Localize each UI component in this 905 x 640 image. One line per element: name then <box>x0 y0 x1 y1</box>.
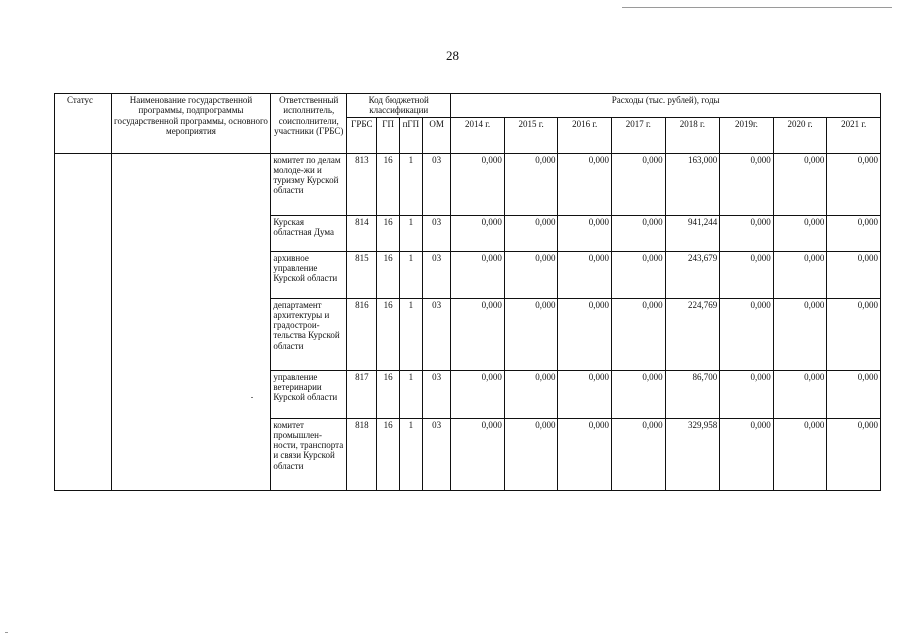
expense-value-cell: 0,000 <box>451 153 505 215</box>
expense-value-cell: 0,000 <box>504 418 558 490</box>
table-body <box>55 153 881 490</box>
expense-value-cell: 0,000 <box>558 251 612 298</box>
expense-value-cell: 0,000 <box>451 251 505 298</box>
pgp-cell: 1 <box>399 418 422 490</box>
executor-cell: комитет промышлен-ности, транспорта и связи Курской области <box>271 418 347 490</box>
program-name-cell <box>111 153 271 490</box>
expense-value-cell: 0,000 <box>773 298 827 370</box>
expense-value-cell: 0,000 <box>451 370 505 418</box>
expense-value-cell: 163,000 <box>665 153 720 215</box>
expense-value-cell: 0,000 <box>720 370 774 418</box>
expense-value-cell: 0,000 <box>451 298 505 370</box>
header-program-name: Наименование государственной программы, подпрограммы государственной программы, основного мероприятия <box>111 94 271 154</box>
expense-value-cell: 0,000 <box>504 370 558 418</box>
executor-cell: управление ветеринарии Курской области <box>271 370 347 418</box>
header-code-column: ОМ <box>422 117 450 153</box>
top-rule <box>622 7 892 8</box>
expense-value-cell: 329,958 <box>665 418 720 490</box>
expense-value-cell: 0,000 <box>773 418 827 490</box>
grbs-cell: 814 <box>347 215 377 251</box>
stray-dot <box>251 397 253 398</box>
header-year: 2021 г. <box>827 117 881 153</box>
expense-value-cell: 0,000 <box>504 215 558 251</box>
expense-value-cell: 0,000 <box>720 298 774 370</box>
table-row <box>55 153 881 215</box>
budget-table <box>54 93 881 491</box>
gp-cell: 16 <box>377 215 399 251</box>
gp-cell: 16 <box>377 153 399 215</box>
expense-value-cell: 0,000 <box>612 153 666 215</box>
grbs-cell: 815 <box>347 251 377 298</box>
expense-value-cell: 0,000 <box>451 418 505 490</box>
executor-cell: Курская областная Дума <box>271 215 347 251</box>
expense-value-cell: 0,000 <box>827 418 881 490</box>
executor-cell: комитет по делам молоде-жи и туризму Курской области <box>271 153 347 215</box>
table-head <box>55 94 881 154</box>
gp-cell: 16 <box>377 298 399 370</box>
expense-value-cell: 0,000 <box>827 298 881 370</box>
expense-value-cell: 0,000 <box>504 153 558 215</box>
expense-value-cell: 0,000 <box>773 215 827 251</box>
header-expenses: Расходы (тыс. рублей), годы <box>451 94 881 118</box>
pgp-cell: 1 <box>399 215 422 251</box>
om-cell: 03 <box>422 370 450 418</box>
expense-value-cell: 0,000 <box>827 251 881 298</box>
expense-value-cell: 0,000 <box>612 251 666 298</box>
grbs-cell: 813 <box>347 153 377 215</box>
status-cell <box>55 153 112 490</box>
page-number: 28 <box>446 48 459 63</box>
gp-cell: 16 <box>377 418 399 490</box>
header-code-column: пГП <box>399 117 422 153</box>
header-code-column: ГП <box>377 117 399 153</box>
header-executor: Ответственный исполнитель, соисполнители, участники (ГРБС) <box>271 94 347 154</box>
expense-value-cell: 243,679 <box>665 251 720 298</box>
expense-value-cell: 0,000 <box>558 298 612 370</box>
expense-value-cell: 0,000 <box>720 215 774 251</box>
grbs-cell: 817 <box>347 370 377 418</box>
expense-value-cell: 0,000 <box>558 153 612 215</box>
header-year: 2019г. <box>720 117 774 153</box>
stray-corner-dot <box>5 632 8 633</box>
gp-cell: 16 <box>377 251 399 298</box>
expense-value-cell: 0,000 <box>827 215 881 251</box>
expense-value-cell: 0,000 <box>827 153 881 215</box>
header-year: 2016 г. <box>558 117 612 153</box>
header-year: 2017 г. <box>612 117 666 153</box>
executor-cell: архивное управление Курской области <box>271 251 347 298</box>
header-year: 2015 г. <box>504 117 558 153</box>
expense-value-cell: 0,000 <box>558 215 612 251</box>
expense-value-cell: 0,000 <box>504 298 558 370</box>
om-cell: 03 <box>422 418 450 490</box>
pgp-cell: 1 <box>399 153 422 215</box>
header-code-column: ГРБС <box>347 117 377 153</box>
pgp-cell: 1 <box>399 370 422 418</box>
expense-value-cell: 0,000 <box>612 215 666 251</box>
pgp-cell: 1 <box>399 298 422 370</box>
header-year: 2020 г. <box>773 117 827 153</box>
expense-value-cell: 0,000 <box>773 251 827 298</box>
grbs-cell: 816 <box>347 298 377 370</box>
expense-value-cell: 0,000 <box>720 251 774 298</box>
header-budget-code: Код бюджетной классификации <box>347 94 451 118</box>
expense-value-cell: 0,000 <box>558 370 612 418</box>
expense-value-cell: 224,769 <box>665 298 720 370</box>
pgp-cell: 1 <box>399 251 422 298</box>
expense-value-cell: 86,700 <box>665 370 720 418</box>
header-status: Статус <box>55 94 112 154</box>
expense-value-cell: 0,000 <box>773 370 827 418</box>
expense-value-cell: 0,000 <box>558 418 612 490</box>
om-cell: 03 <box>422 298 450 370</box>
expense-value-cell: 0,000 <box>612 418 666 490</box>
expense-value-cell: 0,000 <box>773 153 827 215</box>
expense-value-cell: 0,000 <box>504 251 558 298</box>
expense-value-cell: 0,000 <box>612 370 666 418</box>
header-year: 2018 г. <box>665 117 720 153</box>
expense-value-cell: 0,000 <box>451 215 505 251</box>
expense-value-cell: 0,000 <box>720 153 774 215</box>
om-cell: 03 <box>422 215 450 251</box>
grbs-cell: 818 <box>347 418 377 490</box>
executor-cell: департамент архитектуры и градострои-тельства Курской области <box>271 298 347 370</box>
expense-value-cell: 941,244 <box>665 215 720 251</box>
header-year: 2014 г. <box>451 117 505 153</box>
expense-value-cell: 0,000 <box>827 370 881 418</box>
expense-value-cell: 0,000 <box>612 298 666 370</box>
expense-value-cell: 0,000 <box>720 418 774 490</box>
om-cell: 03 <box>422 251 450 298</box>
om-cell: 03 <box>422 153 450 215</box>
gp-cell: 16 <box>377 370 399 418</box>
